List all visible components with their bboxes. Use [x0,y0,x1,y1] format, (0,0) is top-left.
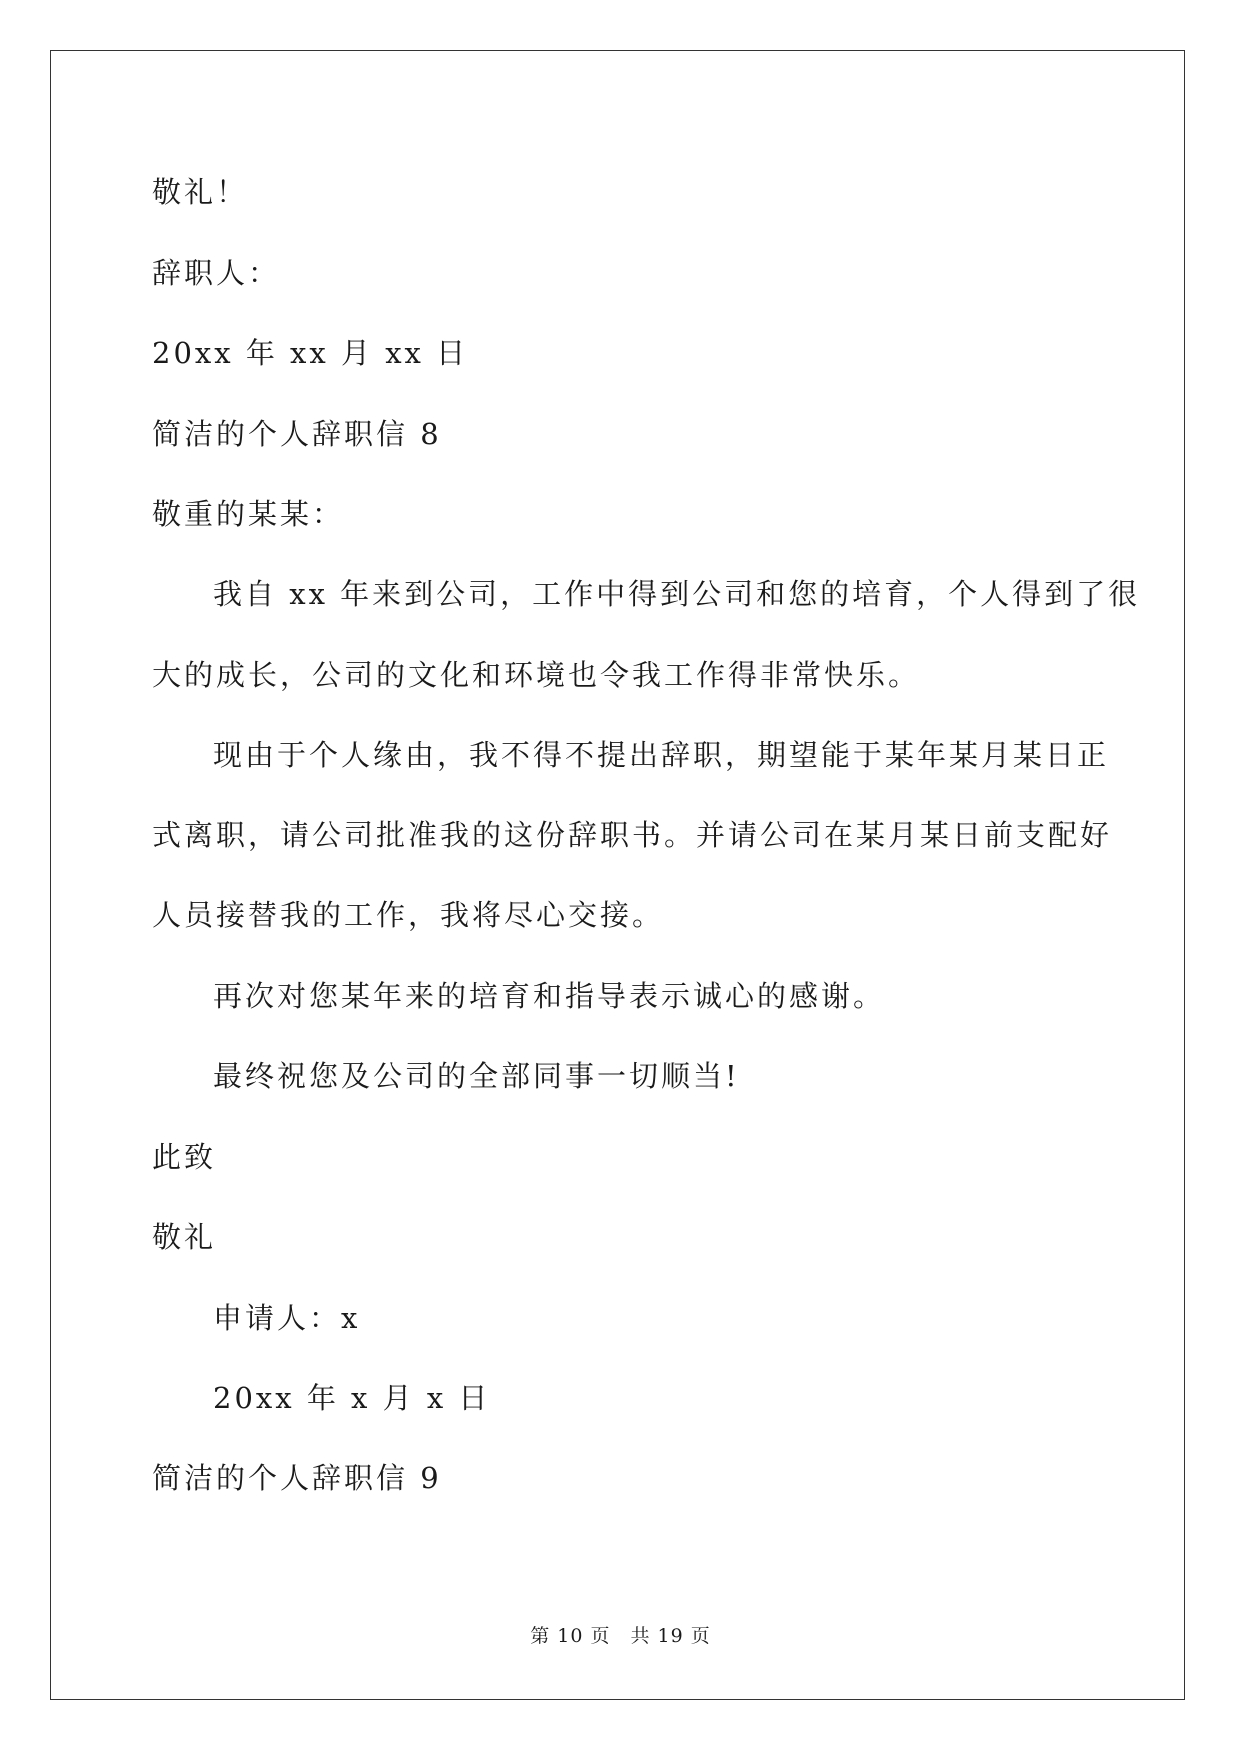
closing-salute: 敬礼 [152,1220,217,1254]
body-paragraph-line: 式离职，请公司批准我的这份辞职书。并请公司在某月某日前支配好 [152,818,1113,852]
page-footer [0,1624,1241,1648]
page-frame [50,50,1185,1700]
body-paragraph-line: 人员接替我的工作，我将尽心交接。 [152,898,665,932]
body-paragraph-line: 我自 xx 年来到公司，工作中得到公司和您的培育，个人得到了很 [213,577,1141,611]
body-paragraph-line: 最终祝您及公司的全部同事一切顺当! [213,1059,740,1093]
current-page-number: 第 10 页 [530,1625,611,1647]
closing-line: 此致 [152,1140,217,1174]
section-heading: 简洁的个人辞职信 8 [152,417,442,451]
body-paragraph-line: 大的成长，公司的文化和环境也令我工作得非常快乐。 [152,658,921,692]
date-line: 20xx 年 x 月 x 日 [213,1381,491,1415]
total-pages: 共 19 页 [630,1625,711,1647]
salutation: 敬重的某某： [152,497,345,531]
date-line: 20xx 年 xx 月 xx 日 [152,336,469,370]
applicant-label: 申请人：x [213,1301,361,1335]
closing-salute: 敬礼！ [152,175,249,209]
resigner-label: 辞职人： [152,256,281,290]
section-heading: 简洁的个人辞职信 9 [152,1461,442,1495]
body-paragraph-line: 再次对您某年来的培育和指导表示诚心的感谢。 [213,979,886,1013]
body-paragraph-line: 现由于个人缘由，我不得不提出辞职，期望能于某年某月某日正 [213,738,1110,772]
